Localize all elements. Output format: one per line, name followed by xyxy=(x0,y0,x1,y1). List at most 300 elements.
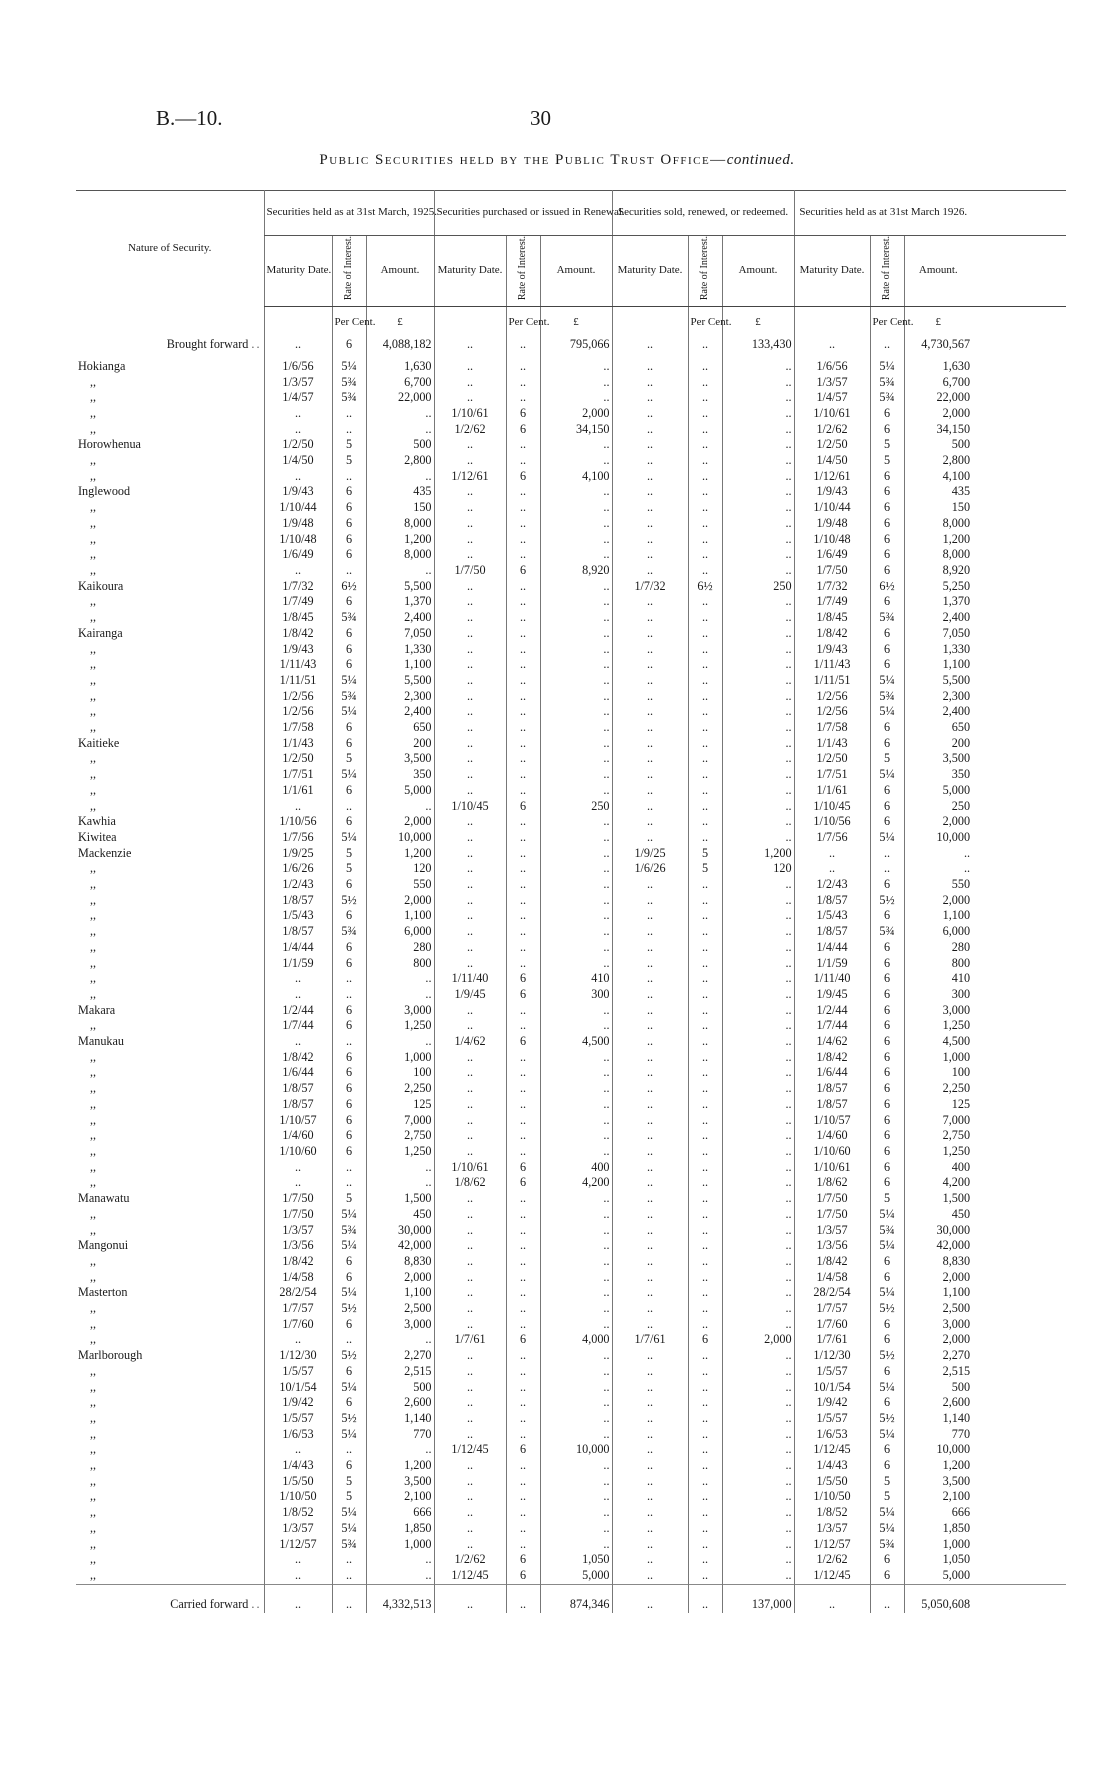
purchased-maturity: 1/10/61 xyxy=(434,1160,506,1176)
held-1926-amount: 8,830 xyxy=(904,1254,972,1270)
held-1926-maturity: 1/9/42 xyxy=(794,1395,870,1411)
held-1926-maturity: 1/7/49 xyxy=(794,594,870,610)
sold-rate: .. xyxy=(688,1003,722,1019)
held-1925-rate: .. xyxy=(332,1175,366,1191)
purchased-amount: .. xyxy=(540,1474,612,1490)
held-1926-maturity: 1/2/44 xyxy=(794,1003,870,1019)
security-name: ,, xyxy=(90,720,97,735)
sold-maturity: .. xyxy=(612,751,688,767)
held-1925-amount: 550 xyxy=(366,877,434,893)
row-spacer xyxy=(972,453,1066,469)
held-1925-rate: 5¾ xyxy=(332,924,366,940)
table-row xyxy=(76,704,1066,720)
sold-maturity: .. xyxy=(612,908,688,924)
table-row xyxy=(76,1050,1066,1066)
held-1925-rate: 5½ xyxy=(332,893,366,909)
table-row xyxy=(76,1285,1066,1301)
held-1926-amount: 100 xyxy=(904,1065,972,1081)
held-1925-maturity: 1/10/50 xyxy=(264,1489,332,1505)
sold-rate: .. xyxy=(688,437,722,453)
sold-amount: .. xyxy=(722,799,794,815)
purchased-rate: .. xyxy=(506,500,540,516)
purchased-maturity: .. xyxy=(434,924,506,940)
sold-maturity: .. xyxy=(612,689,688,705)
table-row xyxy=(76,971,1066,987)
sold-maturity: .. xyxy=(612,422,688,438)
table-row xyxy=(76,1332,1066,1348)
sold-amount: .. xyxy=(722,736,794,752)
security-name: ,, xyxy=(90,641,97,656)
held-1925-rate: .. xyxy=(332,1568,366,1584)
held-1925-amount: 2,800 xyxy=(366,453,434,469)
row-spacer xyxy=(972,437,1066,453)
held-1925-maturity: 1/8/42 xyxy=(264,626,332,642)
sold-rate: .. xyxy=(688,1411,722,1427)
units-pound: £ xyxy=(722,306,794,337)
purchased-maturity: .. xyxy=(434,861,506,877)
held-1925-amount: 1,630 xyxy=(366,359,434,375)
table-row xyxy=(76,1144,1066,1160)
purchased-rate: .. xyxy=(506,1317,540,1333)
table-row xyxy=(76,516,1066,532)
group-header-held-1925: Securities held as at 31st March, 1925. xyxy=(264,191,434,236)
purchased-rate: .. xyxy=(506,846,540,862)
table-row xyxy=(76,1364,1066,1380)
sold-amount: .. xyxy=(722,453,794,469)
sold-rate: .. xyxy=(688,1489,722,1505)
held-1926-maturity: 1/10/44 xyxy=(794,500,870,516)
held-1926-maturity: 1/9/45 xyxy=(794,987,870,1003)
sold-rate: .. xyxy=(688,484,722,500)
held-1926-rate: 6 xyxy=(870,1050,904,1066)
held-1925-amount: 1,200 xyxy=(366,846,434,862)
sold-maturity: .. xyxy=(612,1301,688,1317)
rate-header xyxy=(506,236,540,307)
held-1925-maturity: 1/1/61 xyxy=(264,783,332,799)
held-1926-maturity: 1/6/53 xyxy=(794,1427,870,1443)
held-1926-amount: 4,100 xyxy=(904,469,972,485)
held-1925-maturity: 1/10/60 xyxy=(264,1144,332,1160)
held-1925-amount: 5,000 xyxy=(366,783,434,799)
held-1925-rate: 6 xyxy=(332,484,366,500)
held-1926-amount: 10,000 xyxy=(904,830,972,846)
held-1926-maturity: 1/5/43 xyxy=(794,908,870,924)
sold-rate: .. xyxy=(688,1442,722,1458)
sold-amount: .. xyxy=(722,1442,794,1458)
held-1925-maturity: 1/5/43 xyxy=(264,908,332,924)
table-row xyxy=(76,783,1066,799)
security-name: Makara xyxy=(78,1002,116,1017)
table-row xyxy=(76,532,1066,548)
held-1925-maturity: .. xyxy=(264,971,332,987)
sold-rate: .. xyxy=(688,390,722,406)
purchased-rate: .. xyxy=(506,751,540,767)
sold-maturity: .. xyxy=(612,1128,688,1144)
sold-maturity: .. xyxy=(612,642,688,658)
carried-forward-value: .. xyxy=(506,1584,540,1613)
brought-forward-value: .. xyxy=(870,337,904,359)
held-1925-amount: 1,100 xyxy=(366,657,434,673)
held-1925-rate: 5½ xyxy=(332,1301,366,1317)
purchased-maturity: .. xyxy=(434,830,506,846)
page-number: 30 xyxy=(530,106,551,130)
held-1926-rate: 5¼ xyxy=(870,1238,904,1254)
held-1926-maturity: 1/7/44 xyxy=(794,1018,870,1034)
purchased-maturity: .. xyxy=(434,1395,506,1411)
held-1925-rate: 6 xyxy=(332,1003,366,1019)
held-1925-rate: 5½ xyxy=(332,1348,366,1364)
purchased-rate: .. xyxy=(506,516,540,532)
purchased-amount: .. xyxy=(540,437,612,453)
page-title xyxy=(0,152,1114,169)
table-row xyxy=(76,642,1066,658)
held-1925-amount: 10,000 xyxy=(366,830,434,846)
held-1926-amount: .. xyxy=(904,846,972,862)
row-spacer xyxy=(972,594,1066,610)
sold-maturity: .. xyxy=(612,610,688,626)
held-1925-amount: 8,830 xyxy=(366,1254,434,1270)
sold-amount: .. xyxy=(722,1285,794,1301)
held-1926-amount: 3,000 xyxy=(904,1003,972,1019)
purchased-rate: .. xyxy=(506,924,540,940)
purchased-amount: .. xyxy=(540,1223,612,1239)
held-1926-maturity: 1/3/57 xyxy=(794,1223,870,1239)
row-spacer xyxy=(972,500,1066,516)
sold-amount: .. xyxy=(722,1301,794,1317)
held-1925-amount: 22,000 xyxy=(366,390,434,406)
held-1925-amount: 125 xyxy=(366,1097,434,1113)
security-name: ,, xyxy=(90,924,97,939)
sold-amount: .. xyxy=(722,563,794,579)
sold-amount: .. xyxy=(722,1568,794,1584)
held-1926-amount: 1,000 xyxy=(904,1537,972,1553)
security-name: Kiwitea xyxy=(78,829,117,844)
held-1926-rate: 6 xyxy=(870,720,904,736)
purchased-maturity: .. xyxy=(434,453,506,469)
purchased-rate: .. xyxy=(506,1113,540,1129)
purchased-amount: .. xyxy=(540,1097,612,1113)
purchased-amount: 2,000 xyxy=(540,406,612,422)
held-1926-rate: 5¾ xyxy=(870,610,904,626)
purchased-maturity: .. xyxy=(434,1144,506,1160)
sold-rate: .. xyxy=(688,657,722,673)
purchased-rate: .. xyxy=(506,1301,540,1317)
sold-amount: .. xyxy=(722,1050,794,1066)
purchased-maturity: .. xyxy=(434,908,506,924)
held-1925-rate: 5¾ xyxy=(332,1537,366,1553)
security-name: ,, xyxy=(90,1316,97,1331)
sold-rate: .. xyxy=(688,422,722,438)
table-row xyxy=(76,610,1066,626)
held-1926-maturity: 1/12/45 xyxy=(794,1442,870,1458)
units-spacer xyxy=(972,306,1066,337)
table-row xyxy=(76,1238,1066,1254)
purchased-amount: .. xyxy=(540,830,612,846)
sold-maturity: .. xyxy=(612,1113,688,1129)
security-name: ,, xyxy=(90,1395,97,1410)
held-1925-maturity: 1/2/50 xyxy=(264,751,332,767)
held-1926-rate: 5¼ xyxy=(870,1207,904,1223)
sold-rate: .. xyxy=(688,532,722,548)
held-1926-maturity: 1/10/50 xyxy=(794,1489,870,1505)
carried-forward-value: .. xyxy=(688,1584,722,1613)
held-1925-maturity: 1/5/57 xyxy=(264,1364,332,1380)
sold-rate: .. xyxy=(688,594,722,610)
purchased-rate: .. xyxy=(506,893,540,909)
purchased-rate: .. xyxy=(506,626,540,642)
held-1926-amount: 2,515 xyxy=(904,1364,972,1380)
held-1925-rate: .. xyxy=(332,406,366,422)
amount-header: Amount. xyxy=(366,236,434,307)
sold-maturity: .. xyxy=(612,657,688,673)
sold-maturity: .. xyxy=(612,1489,688,1505)
security-name: ,, xyxy=(90,704,97,719)
sold-maturity: .. xyxy=(612,1285,688,1301)
held-1925-rate: 6½ xyxy=(332,579,366,595)
brought-forward-value: .. xyxy=(612,337,688,359)
security-name: Masterton xyxy=(78,1285,128,1300)
sold-maturity: .. xyxy=(612,1458,688,1474)
held-1925-amount: 450 xyxy=(366,1207,434,1223)
table-row xyxy=(76,1521,1066,1537)
sold-rate: .. xyxy=(688,1537,722,1553)
held-1926-maturity: 1/3/57 xyxy=(794,1521,870,1537)
held-1926-amount: 435 xyxy=(904,484,972,500)
held-1926-rate: 6 xyxy=(870,799,904,815)
purchased-amount: .. xyxy=(540,1050,612,1066)
row-spacer xyxy=(972,1191,1066,1207)
sold-rate: .. xyxy=(688,1160,722,1176)
purchased-rate: .. xyxy=(506,1380,540,1396)
held-1926-amount: 30,000 xyxy=(904,1223,972,1239)
row-spacer xyxy=(972,767,1066,783)
held-1926-maturity: 1/4/58 xyxy=(794,1270,870,1286)
sold-rate: .. xyxy=(688,547,722,563)
held-1925-maturity: 1/9/25 xyxy=(264,846,332,862)
held-1926-rate: 6 xyxy=(870,1332,904,1348)
row-spacer xyxy=(972,1097,1066,1113)
sold-amount: .. xyxy=(722,1537,794,1553)
held-1926-amount: 1,250 xyxy=(904,1018,972,1034)
held-1925-amount: 1,330 xyxy=(366,642,434,658)
purchased-maturity: 1/7/50 xyxy=(434,563,506,579)
held-1926-amount: 400 xyxy=(904,1160,972,1176)
purchased-maturity: .. xyxy=(434,610,506,626)
purchased-rate: .. xyxy=(506,657,540,673)
sold-amount: .. xyxy=(722,1380,794,1396)
rate-header xyxy=(688,236,722,307)
row-spacer xyxy=(972,1427,1066,1443)
sold-maturity: .. xyxy=(612,1097,688,1113)
purchased-maturity: 1/10/61 xyxy=(434,406,506,422)
purchased-rate: 6 xyxy=(506,469,540,485)
table-row xyxy=(76,767,1066,783)
sold-maturity: .. xyxy=(612,1144,688,1160)
sold-maturity: .. xyxy=(612,1050,688,1066)
purchased-maturity: .. xyxy=(434,594,506,610)
sold-amount: .. xyxy=(722,1411,794,1427)
held-1925-amount: 8,000 xyxy=(366,547,434,563)
held-1925-rate: 6 xyxy=(332,547,366,563)
security-name: ,, xyxy=(90,877,97,892)
purchased-maturity: .. xyxy=(434,673,506,689)
purchased-amount: .. xyxy=(540,751,612,767)
sold-amount: 1,200 xyxy=(722,846,794,862)
held-1925-amount: 2,400 xyxy=(366,610,434,626)
held-1926-rate: 6 xyxy=(870,1018,904,1034)
security-name: ,, xyxy=(90,767,97,782)
held-1925-rate: 6 xyxy=(332,1270,366,1286)
row-spacer xyxy=(972,469,1066,485)
table-row xyxy=(76,500,1066,516)
purchased-maturity: .. xyxy=(434,1223,506,1239)
held-1925-maturity: .. xyxy=(264,406,332,422)
sold-rate: .. xyxy=(688,1081,722,1097)
security-name: ,, xyxy=(90,688,97,703)
purchased-amount: .. xyxy=(540,1427,612,1443)
held-1925-amount: .. xyxy=(366,1552,434,1568)
held-1926-rate: 5¼ xyxy=(870,830,904,846)
sold-amount: .. xyxy=(722,1521,794,1537)
held-1926-amount: 1,370 xyxy=(904,594,972,610)
held-1926-amount: 1,200 xyxy=(904,532,972,548)
sold-rate: .. xyxy=(688,1034,722,1050)
held-1925-maturity: 1/11/51 xyxy=(264,673,332,689)
held-1926-maturity: 1/2/43 xyxy=(794,877,870,893)
units-pound: £ xyxy=(366,306,434,337)
sold-maturity: 1/7/32 xyxy=(612,579,688,595)
held-1925-amount: .. xyxy=(366,1034,434,1050)
purchased-rate: .. xyxy=(506,1254,540,1270)
held-1925-amount: 666 xyxy=(366,1505,434,1521)
table-row xyxy=(76,814,1066,830)
security-name: ,, xyxy=(90,1159,97,1174)
held-1925-maturity: 1/6/53 xyxy=(264,1427,332,1443)
sold-amount: .. xyxy=(722,1113,794,1129)
sold-amount: .. xyxy=(722,1097,794,1113)
held-1925-maturity: .. xyxy=(264,422,332,438)
held-1926-maturity: 1/12/30 xyxy=(794,1348,870,1364)
carried-forward-value: .. xyxy=(434,1584,506,1613)
sold-maturity: .. xyxy=(612,924,688,940)
row-spacer xyxy=(972,846,1066,862)
purchased-maturity: .. xyxy=(434,1301,506,1317)
brought-forward-value: 133,430 xyxy=(722,337,794,359)
held-1925-rate: 6 xyxy=(332,516,366,532)
held-1925-amount: 1,100 xyxy=(366,1285,434,1301)
held-1925-maturity: 1/4/44 xyxy=(264,940,332,956)
held-1925-rate: 5 xyxy=(332,1474,366,1490)
held-1925-rate: 5¼ xyxy=(332,1285,366,1301)
held-1926-rate: 6 xyxy=(870,657,904,673)
sold-rate: .. xyxy=(688,1065,722,1081)
purchased-maturity: .. xyxy=(434,1317,506,1333)
row-spacer xyxy=(972,359,1066,375)
held-1926-rate: 5¾ xyxy=(870,390,904,406)
purchased-maturity: 1/11/40 xyxy=(434,971,506,987)
security-name: ,, xyxy=(90,986,97,1001)
purchased-rate: .. xyxy=(506,1505,540,1521)
held-1925-maturity: 28/2/54 xyxy=(264,1285,332,1301)
purchased-rate: .. xyxy=(506,532,540,548)
row-spacer xyxy=(972,704,1066,720)
purchased-maturity: .. xyxy=(434,390,506,406)
held-1925-maturity: .. xyxy=(264,469,332,485)
held-1926-rate: 6 xyxy=(870,642,904,658)
held-1926-amount: 250 xyxy=(904,799,972,815)
sold-rate: .. xyxy=(688,1505,722,1521)
sold-maturity: .. xyxy=(612,673,688,689)
held-1925-maturity: 1/4/58 xyxy=(264,1270,332,1286)
table-row xyxy=(76,1191,1066,1207)
held-1925-maturity: 1/8/57 xyxy=(264,1081,332,1097)
purchased-maturity: .. xyxy=(434,437,506,453)
purchased-amount: 4,200 xyxy=(540,1175,612,1191)
row-spacer xyxy=(972,893,1066,909)
held-1926-rate: 6 xyxy=(870,594,904,610)
brought-forward-value: 6 xyxy=(332,337,366,359)
held-1925-maturity: 1/4/43 xyxy=(264,1458,332,1474)
purchased-rate: .. xyxy=(506,547,540,563)
held-1925-amount: .. xyxy=(366,1332,434,1348)
purchased-amount: .. xyxy=(540,1458,612,1474)
security-name: Inglewood xyxy=(78,484,131,499)
purchased-amount: .. xyxy=(540,1395,612,1411)
purchased-rate: 6 xyxy=(506,563,540,579)
held-1925-rate: 5 xyxy=(332,751,366,767)
sold-maturity: .. xyxy=(612,1427,688,1443)
purchased-rate: .. xyxy=(506,720,540,736)
purchased-maturity: .. xyxy=(434,940,506,956)
row-spacer xyxy=(972,1207,1066,1223)
held-1925-rate: 5 xyxy=(332,861,366,877)
held-1925-amount: 2,600 xyxy=(366,1395,434,1411)
row-spacer xyxy=(972,1238,1066,1254)
purchased-rate: .. xyxy=(506,908,540,924)
table-row xyxy=(76,1442,1066,1458)
held-1926-rate: 6 xyxy=(870,736,904,752)
security-name: ,, xyxy=(90,1505,97,1520)
brought-forward-value: .. xyxy=(688,337,722,359)
held-1926-amount: 666 xyxy=(904,1505,972,1521)
purchased-amount: .. xyxy=(540,547,612,563)
row-spacer xyxy=(972,1113,1066,1129)
held-1926-maturity: 1/7/60 xyxy=(794,1317,870,1333)
purchased-amount: .. xyxy=(540,375,612,391)
held-1926-amount: 7,000 xyxy=(904,1113,972,1129)
table-row xyxy=(76,1474,1066,1490)
carried-forward-label xyxy=(76,1584,264,1613)
held-1926-maturity: 1/7/57 xyxy=(794,1301,870,1317)
sold-rate: .. xyxy=(688,1238,722,1254)
held-1926-amount: 2,600 xyxy=(904,1395,972,1411)
held-1925-rate: 6 xyxy=(332,500,366,516)
purchased-amount: 250 xyxy=(540,799,612,815)
purchased-maturity: .. xyxy=(434,736,506,752)
held-1925-rate: 5 xyxy=(332,1489,366,1505)
row-spacer xyxy=(972,657,1066,673)
held-1925-rate: 5¼ xyxy=(332,1380,366,1396)
held-1926-rate: 6 xyxy=(870,987,904,1003)
table-row xyxy=(76,751,1066,767)
sold-rate: .. xyxy=(688,406,722,422)
sold-maturity: .. xyxy=(612,956,688,972)
held-1926-amount: 200 xyxy=(904,736,972,752)
held-1926-amount: 410 xyxy=(904,971,972,987)
held-1926-rate: 5¼ xyxy=(870,1427,904,1443)
sold-rate: .. xyxy=(688,1568,722,1584)
held-1926-rate: 5¼ xyxy=(870,673,904,689)
